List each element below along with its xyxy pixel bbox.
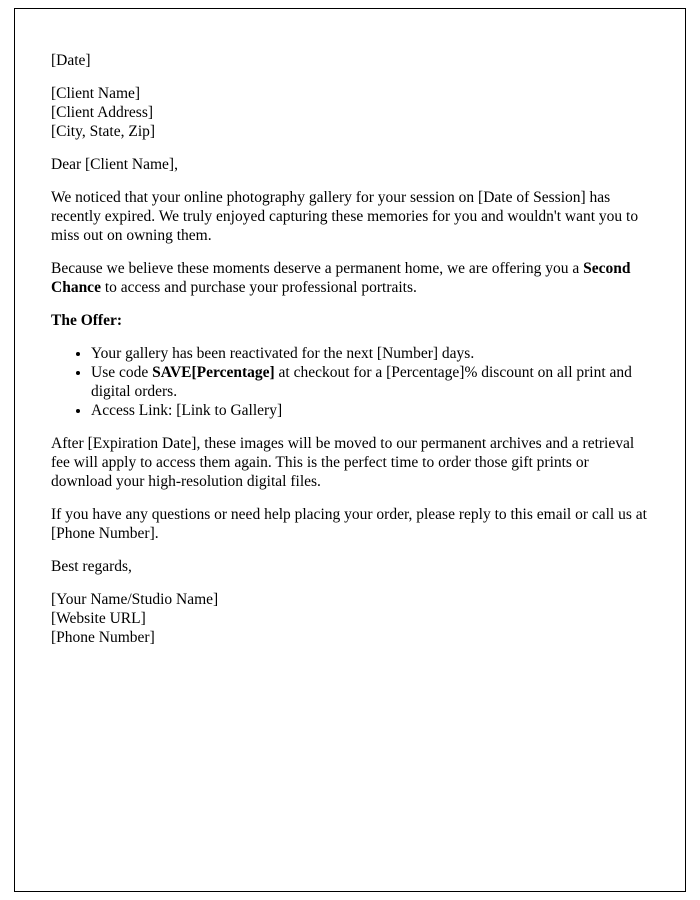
recipient-name: [Client Name] xyxy=(51,85,141,102)
discount-after: at checkout for a [Percentage]% discount on all print and digital orders. xyxy=(91,364,632,400)
offer-item-reactivation: • Your gallery has been reactivated for the next [Number] days. xyxy=(91,344,649,363)
salutation: Dear [Client Name], xyxy=(51,156,178,173)
closing: Best regards, xyxy=(51,558,132,575)
recipient-city-state-zip: [City, State, Zip] xyxy=(51,123,156,140)
discount-before: Use code xyxy=(91,364,153,381)
offer-item-access-link: • Access Link: [Link to Gallery] xyxy=(91,401,649,420)
paragraph-questions: If you have any questions or need help placing your order, please reply to this email or call us at [Phone Number]. xyxy=(51,506,647,542)
offer-item-discount-code xyxy=(91,363,649,401)
recipient-block xyxy=(51,84,649,141)
discount-code-bold: SAVE[Percentage] xyxy=(152,364,275,381)
signature-phone: [Phone Number] xyxy=(51,629,155,646)
offer-list xyxy=(51,344,649,420)
recipient-address: [Client Address] xyxy=(51,104,154,121)
letter-body xyxy=(51,51,649,647)
signature-website: [Website URL] xyxy=(51,610,146,627)
paragraph-second-chance xyxy=(51,259,649,297)
second-chance-after: to access and purchase your professional portraits. xyxy=(100,279,417,296)
letter-page xyxy=(14,8,686,892)
second-chance-bold: Second Chance xyxy=(51,260,631,296)
date-line xyxy=(51,51,649,70)
paragraph-expiration-archive: After [Expiration Date], these images will be moved to our permanent archives and a retrieval fee will apply to access them again. This is the perfect time to order those gift prints or download your high-resolution digital files. xyxy=(51,435,635,490)
second-chance-before: Because we believe these moments deserve a permanent home, we are offering you a xyxy=(51,260,584,277)
offer-heading-text: The Offer: xyxy=(51,312,123,329)
paragraph-gallery-expired: We noticed that your online photography gallery for your session on [Date of Session] has recently expired. We truly enjoyed capturing these memories for you and wouldn't want you to miss out on owning them. xyxy=(51,189,639,244)
date-placeholder: [Date] xyxy=(51,52,91,69)
signature-name: [Your Name/Studio Name] xyxy=(51,591,219,608)
signature-block xyxy=(51,590,649,647)
offer-heading xyxy=(51,311,649,330)
